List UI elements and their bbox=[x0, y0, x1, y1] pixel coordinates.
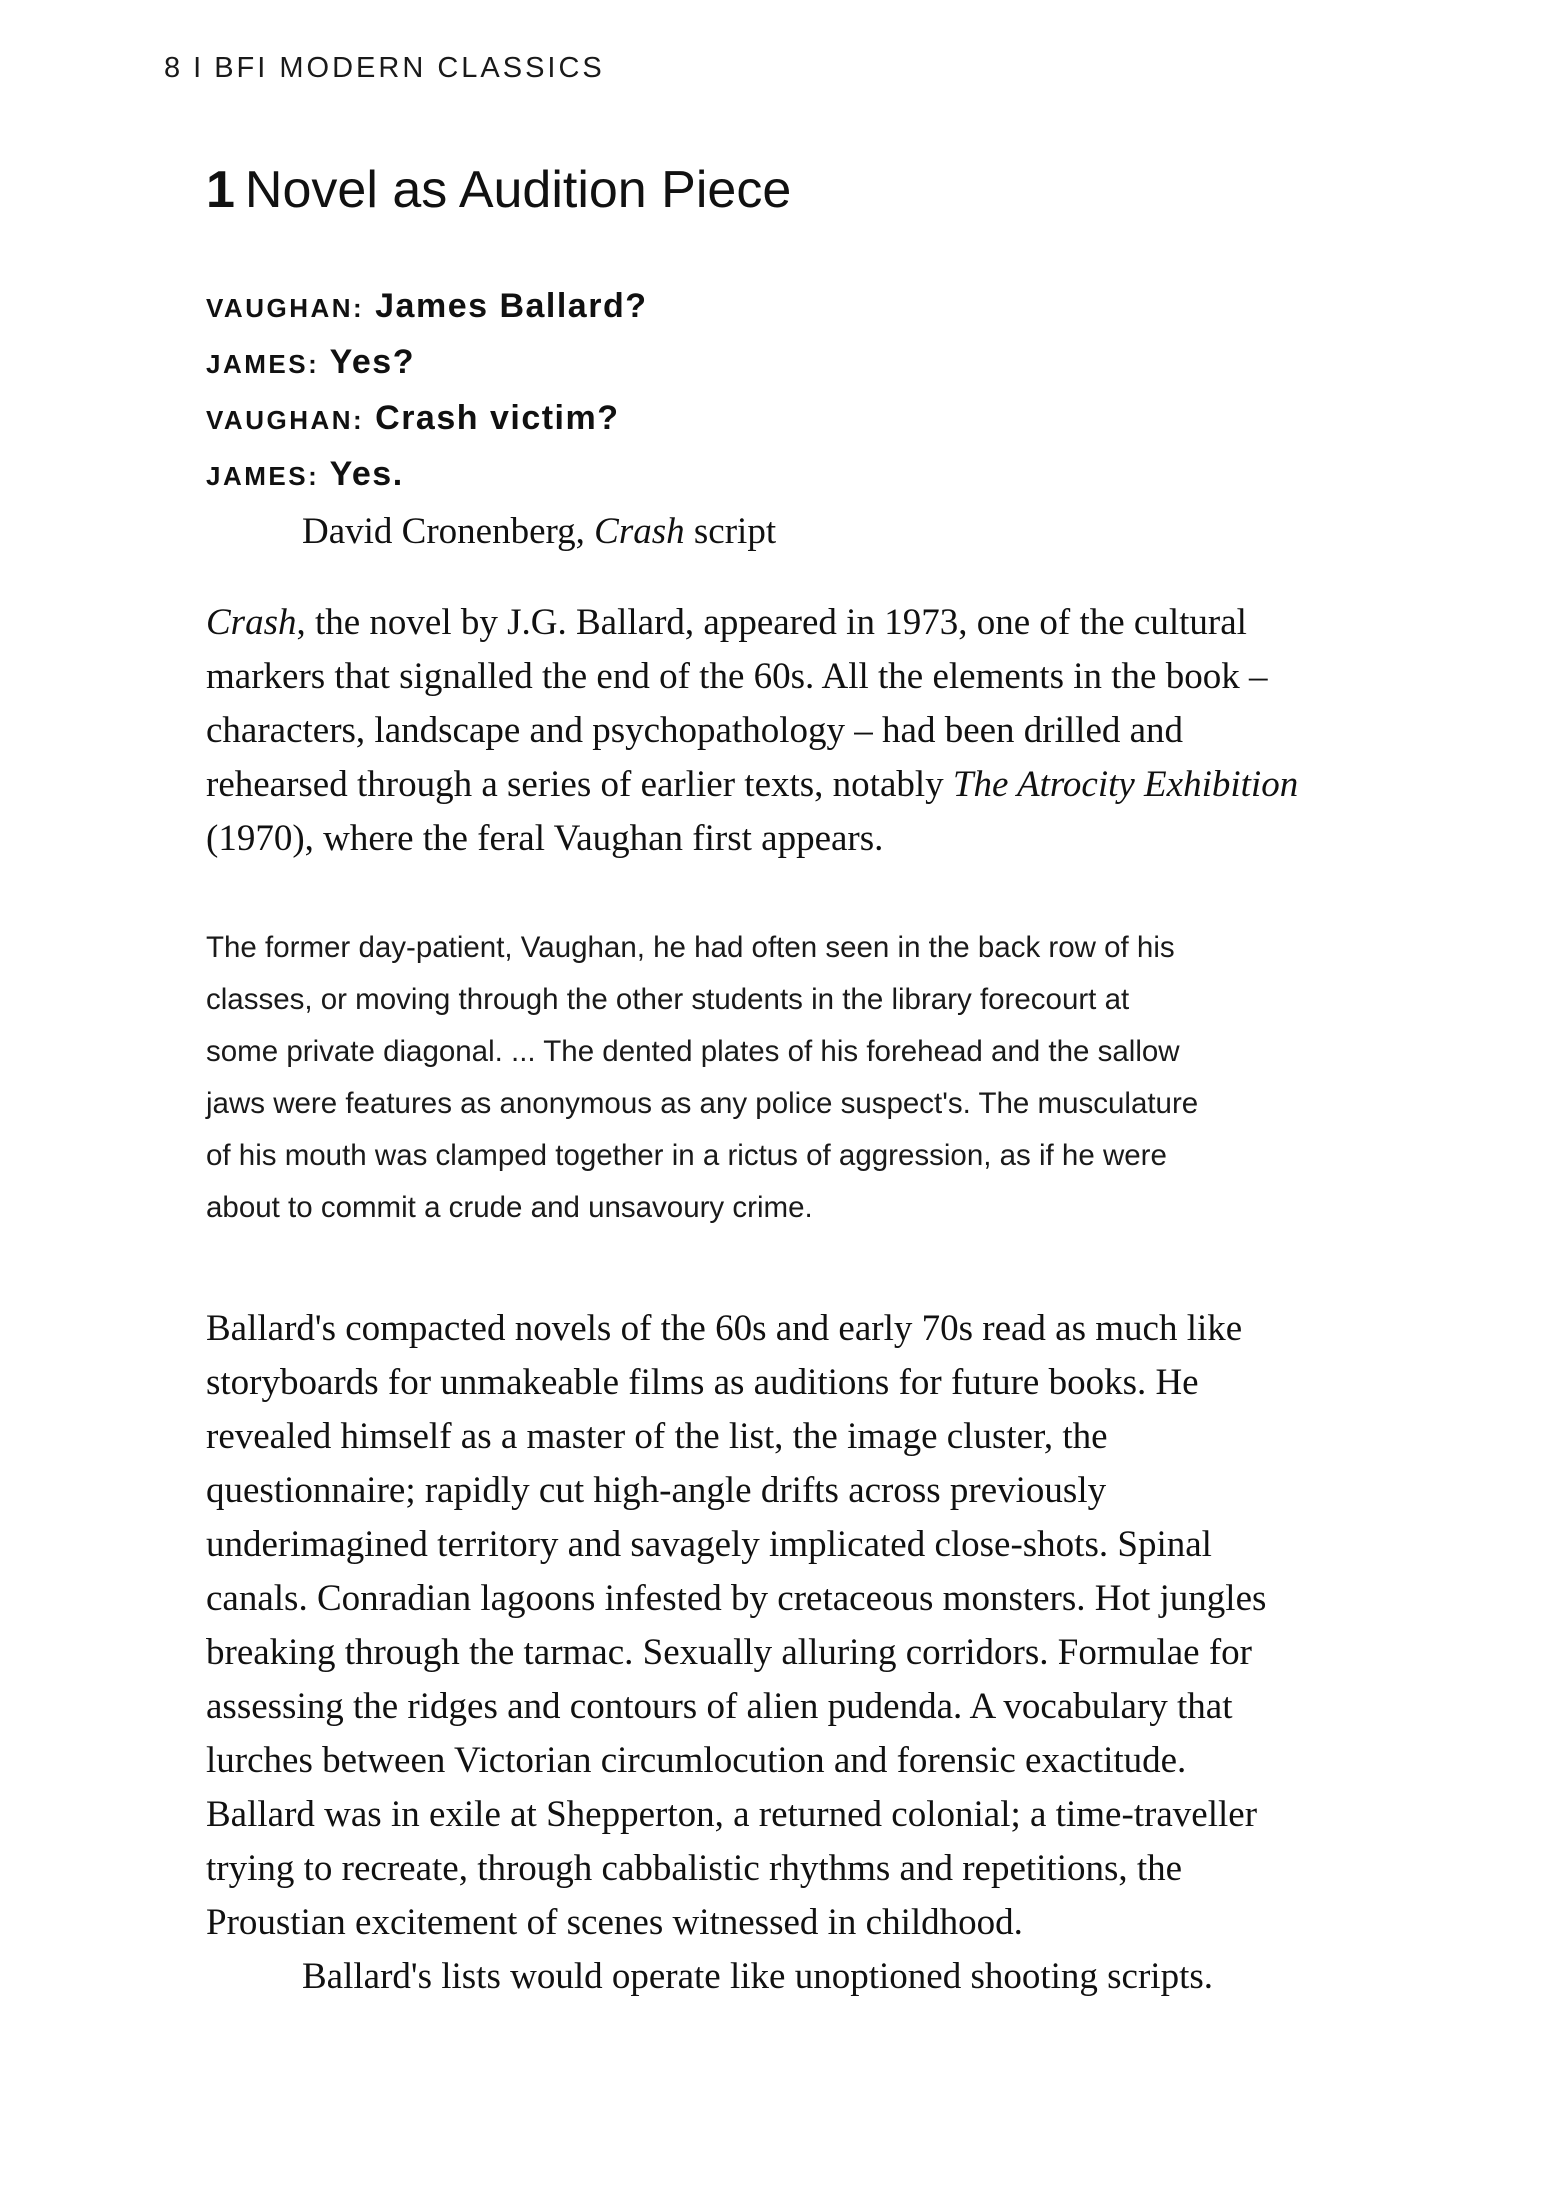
dialogue-text: James Ballard? bbox=[375, 287, 648, 325]
text-line: underimagined territory and savagely implicated close-shots. Spinal bbox=[206, 1524, 1212, 1565]
quote-line: jaws were features as anonymous as any police suspect's. The musculature bbox=[206, 1087, 1199, 1120]
text-line: trying to recreate, through cabbalistic rhythms and repetitions, the bbox=[206, 1848, 1183, 1889]
text-line: Ballard was in exile at Shepperton, a returned colonial; a time-traveller bbox=[206, 1794, 1258, 1835]
speaker-label: VAUGHAN: bbox=[206, 293, 365, 323]
text-span: , the novel by J.G. Ballard, appeared in 1973, one of the cultural bbox=[296, 602, 1247, 643]
speaker-label: JAMES: bbox=[206, 349, 320, 379]
paragraph-intro bbox=[206, 596, 1386, 866]
text-line: storyboards for unmakeable films as auditions for future books. He bbox=[206, 1362, 1199, 1403]
italic-title: The Atrocity Exhibition bbox=[952, 764, 1299, 805]
quote-line: classes, or moving through the other students in the library forecourt at bbox=[206, 983, 1130, 1016]
text-line: (1970), where the feral Vaughan first appears. bbox=[206, 818, 884, 859]
text-line: markers that signalled the end of the 60s. All the elements in the book – bbox=[206, 656, 1268, 697]
text-line: canals. Conradian lagoons infested by cretaceous monsters. Hot jungles bbox=[206, 1578, 1267, 1619]
header-separator: I bbox=[193, 52, 205, 84]
text-line: Ballard's lists would operate like unoptioned shooting scripts. bbox=[302, 1956, 1213, 1997]
epigraph-source bbox=[302, 508, 1306, 556]
quote-line: about to commit a crude and unsavoury crime. bbox=[206, 1191, 813, 1224]
quote-line: The former day-patient, Vaughan, he had often seen in the back row of his bbox=[206, 931, 1175, 964]
text-line: Proustian excitement of scenes witnessed in childhood. bbox=[206, 1902, 1023, 1943]
quote-line: of his mouth was clamped together in a rictus of aggression, as if he were bbox=[206, 1139, 1167, 1172]
source-work: Crash bbox=[594, 511, 685, 552]
italic-title: Crash bbox=[206, 602, 297, 643]
text-line bbox=[206, 596, 1386, 650]
page-number: 8 bbox=[164, 52, 184, 84]
block-quote bbox=[206, 922, 1386, 1234]
chapter-title-text: Novel as Audition Piece bbox=[244, 161, 792, 219]
chapter-number: 1 bbox=[206, 161, 235, 219]
speaker-label: JAMES: bbox=[206, 461, 320, 491]
script-line bbox=[206, 278, 1306, 334]
script-line bbox=[206, 390, 1306, 446]
dialogue-text: Crash victim? bbox=[375, 399, 620, 437]
text-line: characters, landscape and psychopathology – had been drilled and bbox=[206, 710, 1184, 751]
text-line: assessing the ridges and contours of alien pudenda. A vocabulary that bbox=[206, 1686, 1233, 1727]
script-line bbox=[206, 446, 1306, 502]
text-line bbox=[206, 758, 1386, 812]
chapter-title bbox=[206, 160, 791, 220]
dialogue-text: Yes? bbox=[329, 343, 415, 381]
paragraph-main bbox=[206, 1302, 1386, 2004]
source-author: David Cronenberg, bbox=[302, 511, 585, 552]
script-line bbox=[206, 334, 1306, 390]
epigraph bbox=[206, 278, 1306, 556]
source-suffix: script bbox=[693, 511, 777, 552]
text-line: revealed himself as a master of the list, the image cluster, the bbox=[206, 1416, 1108, 1457]
text-line: lurches between Victorian circumlocution and forensic exactitude. bbox=[206, 1740, 1187, 1781]
speaker-label: VAUGHAN: bbox=[206, 405, 365, 435]
quote-line: some private diagonal. ... The dented plates of his forehead and the sallow bbox=[206, 1035, 1180, 1068]
text-line: breaking through the tarmac. Sexually alluring corridors. Formulae for bbox=[206, 1632, 1252, 1673]
dialogue-text: Yes. bbox=[329, 455, 404, 493]
text-line: Ballard's compacted novels of the 60s and early 70s read as much like bbox=[206, 1308, 1243, 1349]
series-title: BFI MODERN CLASSICS bbox=[214, 52, 605, 84]
text-span: rehearsed through a series of earlier texts, notably bbox=[206, 764, 953, 805]
running-header bbox=[164, 52, 605, 85]
text-line: questionnaire; rapidly cut high-angle drifts across previously bbox=[206, 1470, 1107, 1511]
